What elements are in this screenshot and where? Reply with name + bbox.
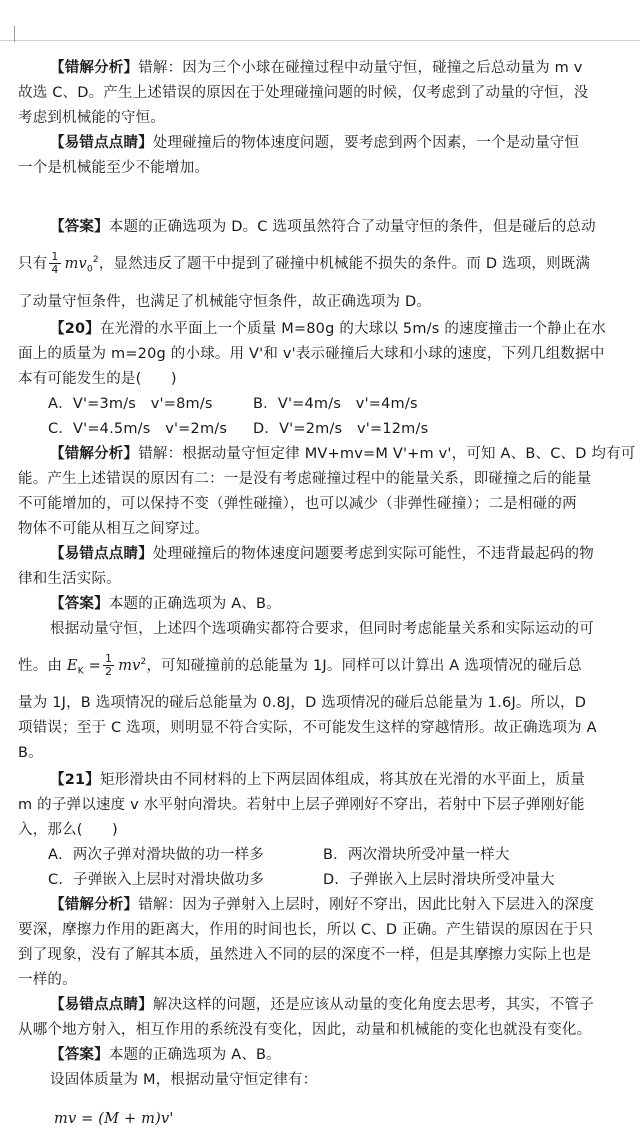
tag-error-analysis: 【错解分析】 — [50, 60, 139, 76]
paragraph-error-analysis-2: 【错解分析】错解：根据动量守恒定律 MV+mv=M V'+m v'，可知 A、B、C、D 均有可 能。产生上述错误的原因有二：一是没有考虑碰撞过程中的能量关系，即碰撞之后的能量 不可能增加的，可以保持不变（弹性碰撞），也可以减少（非弹性碰撞）；二是相碰的两 物体不可能从相互之间穿过。 — [18, 445, 636, 537]
tag-key-point: 【易错点点睛】 — [50, 545, 153, 562]
fraction-one-quarter: $\frac{1}{4}$ — [51, 250, 59, 277]
option-a[interactable]: A．V'=3m/s v'=8m/s — [48, 395, 213, 412]
option-b[interactable]: B．V'=4m/s v'=4m/s — [253, 395, 418, 412]
option-a[interactable]: A．两次子弹对滑块做的功一样多 — [48, 847, 264, 864]
question-20: 【20】在光滑的水平面上一个质量 M=80g 的大球以 5m/s 的速度撞击一个静止在水 面上的质量为 m=20g 的小球。用 V'和 v'表示碰撞后大球和小球的速度，下列几组数据中 本有可能发生的是( ) A．V'=3m/s v'=8m/s B．V'=4m/s v'=4m/s C．V'=4.5m/s v'=2m/s D．V'=2m/s v'=12m/s — [18, 317, 640, 442]
document-page — [18, 56, 640, 1132]
question-number-20: 【20】 — [50, 320, 100, 337]
paragraph-answer-3: 【答案】本题的正确选项为 A、B。 — [50, 1047, 281, 1064]
option-d[interactable]: D．子弹嵌入上层时滑块所受冲量大 — [323, 872, 555, 889]
equation-momentum: mv = (M + m)v' — [54, 1111, 174, 1128]
paragraph-key-point-3: 【易错点点睛】解决这样的问题，还是应该从动量的变化角度去思考，其实，不管子 从哪个地方射入，相互作用的系统没有变化，因此，动量和机械能的变化也就没有变化。 — [18, 997, 594, 1039]
paragraph-key-point-2: 【易错点点睛】处理碰撞后的物体速度问题要考虑到实际可能性，不违背最起码的物 律和生活实际。 — [18, 545, 594, 587]
question-number-21: 【21】 — [50, 772, 100, 789]
question-21: 【21】矩形滑块由不同材料的上下两层固体组成，将其放在光滑的水平面上，质量 m 的子弹以速度 v 水平射向滑块。若射中上层子弹刚好不穿出，若射中下层子弹刚好能 入，那么( ) A．两次子弹对滑块做的功一样多 B．两次滑块所受冲量一样大 C．子弹嵌入上层时对滑块做功多 D．子弹嵌入上层时滑块所受冲量大 — [18, 768, 640, 893]
tag-key-point: 【易错点点睛】 — [50, 135, 153, 151]
tag-error-analysis: 【错解分析】 — [50, 445, 139, 462]
paragraph-explanation-20: 根据动量守恒，上述四个选项确实都符合要求，但同时考虑能量关系和实际运动的可 性。由 $E_K$ = $\frac{1}{2}$ $mv^2$，可知碰撞前的总能量为 1J。同样可以计算出 A 选项情况的碰后总 量为 1J，B 选项情况的碰后总能量为 0.8J，D 选项情况的碰后总能量为 1.6J。所以，D 项错误；至于 C 选项，则明显不符合实际，不可能发生这样的穿越情形。故正确选项为 A B。 — [18, 620, 597, 762]
paragraph-solution-21: 设固体质量为 M，根据动量守恒定律有： mv = (M + m)v' — [18, 1068, 640, 1132]
option-d[interactable]: D．V'=2m/s v'=12m/s — [253, 420, 429, 437]
option-c[interactable]: C．V'=4.5m/s v'=2m/s — [48, 420, 228, 437]
tag-answer: 【答案】 — [50, 595, 109, 612]
fraction-one-half: $\frac{1}{2}$ — [105, 652, 113, 679]
paragraph-answer-1: 【答案】本题的正确选项为 D。C 选项虽然符合了动量守恒的条件，但是碰后的总动 只有 $\frac{1}{4}$ $mv_0^2$，显然违反了题干中提到了碰撞中机械能不损失的条件。而 D 选项，则既满 了动量守恒条件，也满足了机械能守恒条件，故正确选项为 D。 — [18, 219, 596, 310]
tag-answer: 【答案】 — [50, 219, 109, 235]
paragraph-answer-2: 【答案】本题的正确选项为 A、B。 — [50, 595, 281, 612]
tag-key-point: 【易错点点睛】 — [50, 997, 153, 1014]
option-c[interactable]: C．子弹嵌入上层时对滑块做功多 — [48, 872, 265, 889]
option-b[interactable]: B．两次滑块所受冲量一样大 — [323, 847, 510, 864]
page-corner-mark — [14, 26, 15, 42]
paragraph-error-analysis-1: 【错解分析】错解：因为三个小球在碰撞过程中动量守恒，碰撞之后总动量为 m v 故选 C、D。产生上述错误的原因在于处理碰撞问题的时候，仅考虑到了动量的守恒，没 考虑到机械能的守恒。 — [18, 60, 589, 126]
tag-error-analysis: 【错解分析】 — [50, 897, 139, 914]
page-top-border — [0, 40, 640, 41]
paragraph-error-analysis-3: 【错解分析】错解：因为子弹射入上层时，刚好不穿出，因此比射入下层进入的深度 要深，摩擦力作用的距离大，作用的时间也长，所以 C、D 正确。产生错误的原因在于只 到了现象，没有了解其本质，虽然进入不同的层的深度不一样，但是其摩擦力实际上也是 一样的。 — [18, 897, 594, 989]
tag-answer: 【答案】 — [50, 1047, 109, 1064]
paragraph-key-point-1: 【易错点点睛】处理碰撞后的物体速度问题，要考虑到两个因素，一个是动量守恒 一个是机械能至少不能增加。 — [18, 135, 580, 176]
